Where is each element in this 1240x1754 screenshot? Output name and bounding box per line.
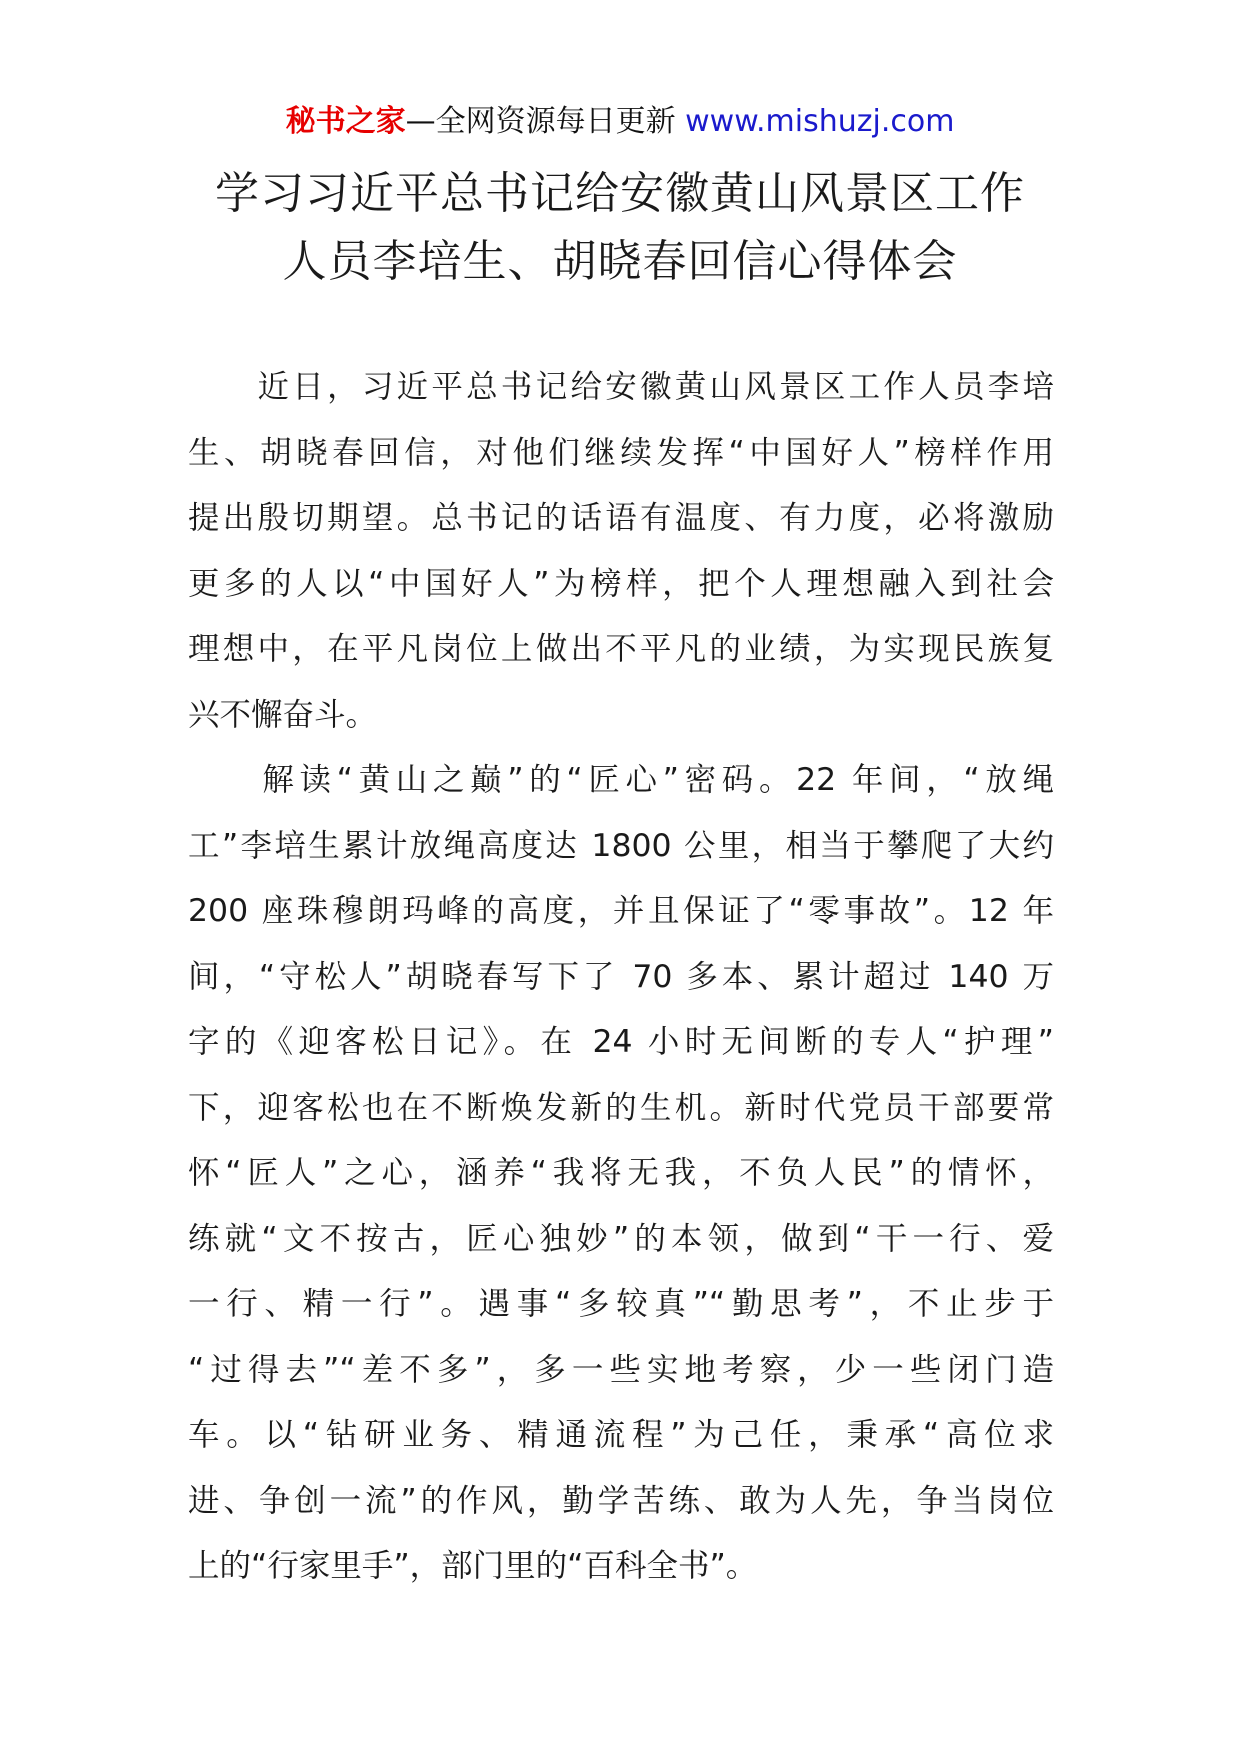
text-line: 字的《迎客松日记》。在 24 小时无间断的专人“护理” [188,1024,1054,1060]
text-line: 近日，习近平总书记给安徽黄山风景区工作人员李培 [188,369,1054,405]
text-line: 间，“守松人”胡晓春写下了 70 多本、累计超过 140 万 [188,958,1054,995]
text-line: 工”李培生累计放绳高度达 1800 公里，相当于攀爬了大约 [188,827,1054,864]
text-line: 更多的人以“中国好人”为榜样，把个人理想融入到社会 [188,565,1054,602]
brand-name: 秘书之家 [285,104,406,139]
text-line: 解读“黄山之巅”的“匠心”密码。22 年间，“放绳 [188,762,1054,798]
document-title [150,160,1090,296]
site-url-link[interactable]: www.mishuzj.com [685,104,955,139]
text-line: 理想中，在平凡岗位上做出不平凡的业绩，为实现民族复 [188,631,1054,667]
text-line: 生、胡晓春回信，对他们继续发挥“中国好人”榜样作用 [188,434,1055,471]
text-line: 车。以“钻研业务、精通流程”为己任，秉承“高位求 [188,1417,1054,1453]
text-line: 练就“文不按古，匠心独妙”的本领，做到“干一行、爱 [188,1220,1054,1257]
title-line: 人员李培生、胡晓春回信心得体会 [282,236,958,287]
text-line: 兴不懈奋斗。 [188,696,378,733]
text-line: 提出殷切期望。总书记的话语有温度、有力度，必将激励 [188,500,1054,536]
text-line: “过得去”“差不多”，多一些实地考察，少一些闭门造 [188,1351,1054,1388]
document-body [188,355,1054,1600]
title-line: 学习习近平总书记给安徽黄山风景区工作 [215,168,1025,219]
text-line: 上的“行家里手”，部门里的“百科全书”。 [188,1548,758,1584]
text-line: 下，迎客松也在不断焕发新的生机。新时代党员干部要常 [188,1089,1054,1126]
text-line: 怀“匠人”之心，涵养“我将无我，不负人民”的情怀， [188,1155,1054,1191]
paragraph-1 [188,355,1054,748]
header-slogan: —全网资源每日更新 [405,104,676,139]
site-header [0,100,1240,144]
text-line: 进、争创一流”的作风，勤学苦练、敢为人先，争当岗位 [188,1482,1054,1519]
paragraph-2 [188,748,1054,1600]
text-line: 200 座珠穆朗玛峰的高度，并且保证了“零事故”。12 年 [188,893,1054,929]
text-line: 一行、精一行”。遇事“多较真”“勤思考”，不止步于 [188,1286,1054,1322]
